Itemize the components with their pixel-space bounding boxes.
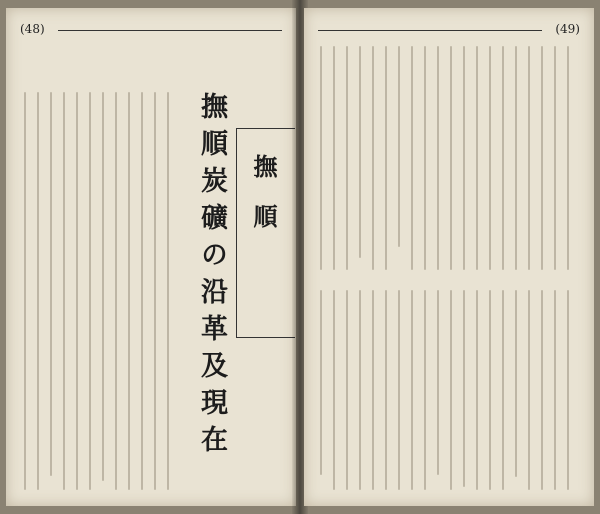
text-column-placeholder: [528, 46, 530, 270]
text-column-placeholder: [528, 290, 530, 490]
text-column-placeholder: [554, 290, 556, 490]
text-column-placeholder: [372, 46, 374, 270]
text-column-placeholder: [346, 46, 348, 270]
text-column-placeholder: [102, 92, 104, 481]
text-column-placeholder: [424, 46, 426, 270]
text-column-placeholder: [141, 92, 143, 490]
text-column-placeholder: [424, 290, 426, 490]
text-column-placeholder: [567, 290, 569, 490]
text-column-placeholder: [385, 290, 387, 490]
left-header-rule: [58, 30, 282, 31]
text-column-placeholder: [411, 290, 413, 490]
text-column-placeholder: [167, 92, 169, 490]
text-column-placeholder: [63, 92, 65, 490]
text-column-placeholder: [411, 46, 413, 270]
text-column-placeholder: [398, 46, 400, 247]
text-column-placeholder: [359, 290, 361, 490]
right-page-number: (49): [555, 22, 580, 36]
text-column-placeholder: [50, 92, 52, 476]
text-column-placeholder: [37, 92, 39, 490]
text-column-placeholder: [450, 290, 452, 490]
text-column-placeholder: [115, 92, 117, 490]
text-column-placeholder: [541, 290, 543, 490]
text-column-placeholder: [567, 46, 569, 270]
section-heading: 撫順: [249, 154, 278, 254]
text-column-placeholder: [463, 46, 465, 270]
text-column-placeholder: [333, 290, 335, 490]
text-column-placeholder: [154, 92, 156, 490]
text-column-placeholder: [489, 290, 491, 490]
text-column-placeholder: [346, 290, 348, 490]
right-page: [304, 8, 594, 506]
text-column-placeholder: [437, 46, 439, 270]
text-column-placeholder: [320, 290, 322, 475]
text-column-placeholder: [541, 46, 543, 270]
text-column-placeholder: [333, 46, 335, 270]
text-column-placeholder: [476, 46, 478, 270]
text-column-placeholder: [128, 92, 130, 490]
left-page: [6, 8, 296, 506]
text-column-placeholder: [515, 46, 517, 270]
text-column-placeholder: [437, 290, 439, 475]
text-column-placeholder: [398, 290, 400, 490]
text-column-placeholder: [385, 46, 387, 270]
left-page-number: (48): [20, 22, 45, 36]
text-column-placeholder: [463, 290, 465, 487]
text-column-placeholder: [476, 290, 478, 490]
text-column-placeholder: [372, 290, 374, 490]
text-column-placeholder: [450, 46, 452, 270]
text-column-placeholder: [24, 92, 26, 490]
text-column-placeholder: [489, 46, 491, 270]
text-column-placeholder: [515, 290, 517, 477]
text-column-placeholder: [320, 46, 322, 270]
right-header-rule: [318, 30, 542, 31]
text-column-placeholder: [359, 46, 361, 258]
text-column-placeholder: [502, 290, 504, 490]
text-column-placeholder: [554, 46, 556, 270]
main-title: 撫順炭礦の沿革及現在: [196, 92, 227, 462]
text-column-placeholder: [502, 46, 504, 270]
text-column-placeholder: [76, 92, 78, 490]
text-column-placeholder: [89, 92, 91, 490]
